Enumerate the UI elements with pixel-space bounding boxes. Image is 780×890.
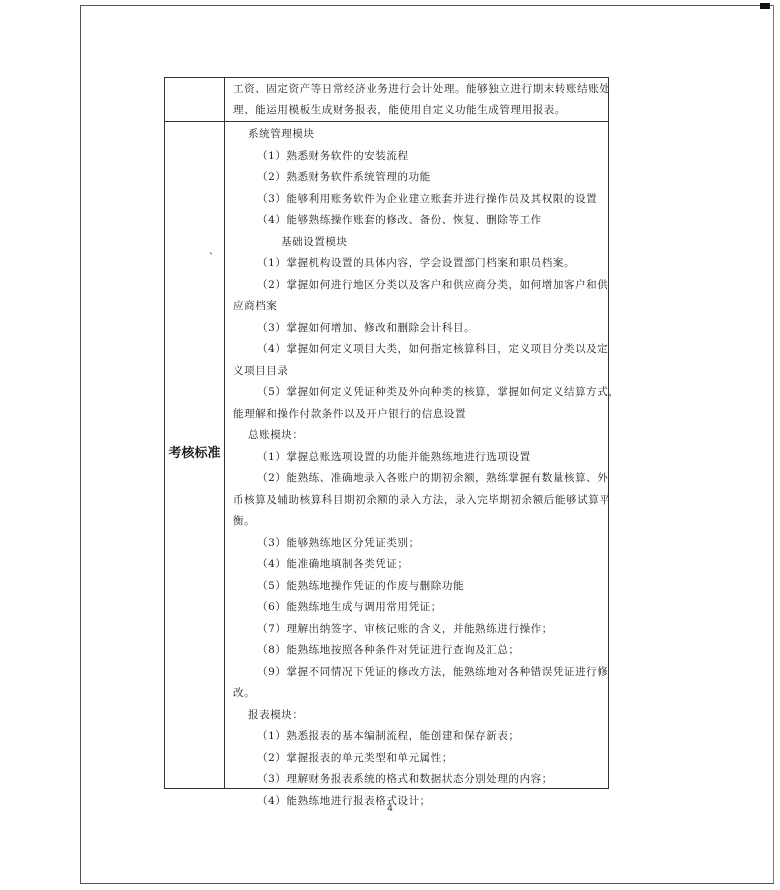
scan-border-right [773, 5, 774, 884]
content-line: 基础设置模块 [281, 235, 348, 248]
content-line: （1）熟悉财务软件的安装流程 [257, 149, 409, 162]
stray-mark: 、 [209, 246, 219, 257]
row-label-assessment-standard: 考核标准 [168, 446, 221, 461]
content-line: （2）掌握报表的单元类型和单元属性； [257, 751, 453, 764]
content-line: 义项目目录 [233, 364, 289, 377]
content-line: 总账模块： [248, 429, 304, 441]
content-line: （4）能够熟练操作账套的修改、备份、恢复、删除等工作 [257, 214, 542, 226]
content-line: （4）掌握如何定义项目大类，如何指定核算科目，定义项目分类以及定 [257, 343, 609, 355]
content-line: （3）能够熟练地区分凭证类别； [257, 536, 420, 549]
scan-corner-mark [760, 3, 770, 9]
content-line: （5）掌握如何定义凭证种类及外向种类的核算，掌握如何定义结算方式， [257, 386, 620, 398]
content-line: （3）理解财务报表系统的格式和数据状态分别处理的内容； [257, 773, 553, 785]
content-line: （6）能熟练地生成与调用常用凭证； [257, 601, 442, 613]
content-line: （1）掌握机构设置的具体内容，学会设置部门档案和职员档案。 [257, 257, 576, 269]
content-line: 应商档案 [233, 300, 278, 312]
content-line: （9）掌握不同情况下凭证的修改方法，能熟练地对各种错误凭证进行修 [257, 665, 609, 678]
content-line: （1）熟悉报表的基本编制流程，能创建和保存新表； [257, 730, 520, 742]
content-line: 系统管理模块 [248, 128, 315, 140]
content-line: （5）能熟练地操作凭证的作废与删除功能 [257, 579, 465, 592]
content-line: （2）熟悉财务软件系统管理的功能 [257, 171, 431, 183]
content-line: （7）理解出纳签字、审核记账的含义，并能熟练进行操作； [257, 622, 553, 635]
content-line: （4）能准确地填制各类凭证； [257, 558, 409, 570]
page-number: 4 [387, 804, 393, 814]
content-line: （3）能够利用账务软件为企业建立账套并进行操作员及其权限的设置 [257, 192, 598, 205]
content-line: （4）能熟练地进行报表格式设计； [257, 794, 431, 807]
table-column-divider [224, 78, 225, 788]
content-line: （3）掌握如何增加、修改和删除会计科目。 [257, 321, 476, 334]
content-line: 报表模块： [248, 708, 304, 721]
top-row-line: 理、能运用模板生成财务报表，能使用自定义功能生成管理用报表。 [233, 104, 566, 116]
content-line: 衡。 [233, 515, 256, 527]
content-line: 改。 [233, 687, 256, 699]
scan-border-top [80, 5, 774, 6]
content-line: （1）掌握总账选项设置的功能并能熟练地进行选项设置 [257, 450, 531, 463]
content-line: （2）掌握如何进行地区分类以及客户和供应商分类，如何增加客户和供 [257, 278, 609, 291]
content-line: （8）能熟练地按照各种条件对凭证进行查询及汇总； [257, 644, 520, 656]
scan-border-bottom [80, 883, 774, 884]
content-line: 币核算及辅助核算科目期初余额的录入方法，录入完毕期初余额后能够试算平 [233, 493, 611, 506]
top-row-line: 工资、固定资产等日常经济业务进行会计处理。能够独立进行期末转账结账处 [233, 83, 611, 95]
assessment-table [164, 77, 620, 807]
content-line: （2）能熟练、准确地录入各账户的期初余额，熟练掌握有数量核算、外 [257, 472, 609, 484]
content-line: 能理解和操作付款条件以及开户银行的信息设置 [233, 407, 467, 420]
table-row-divider [165, 121, 608, 122]
scan-border-left [80, 5, 81, 884]
